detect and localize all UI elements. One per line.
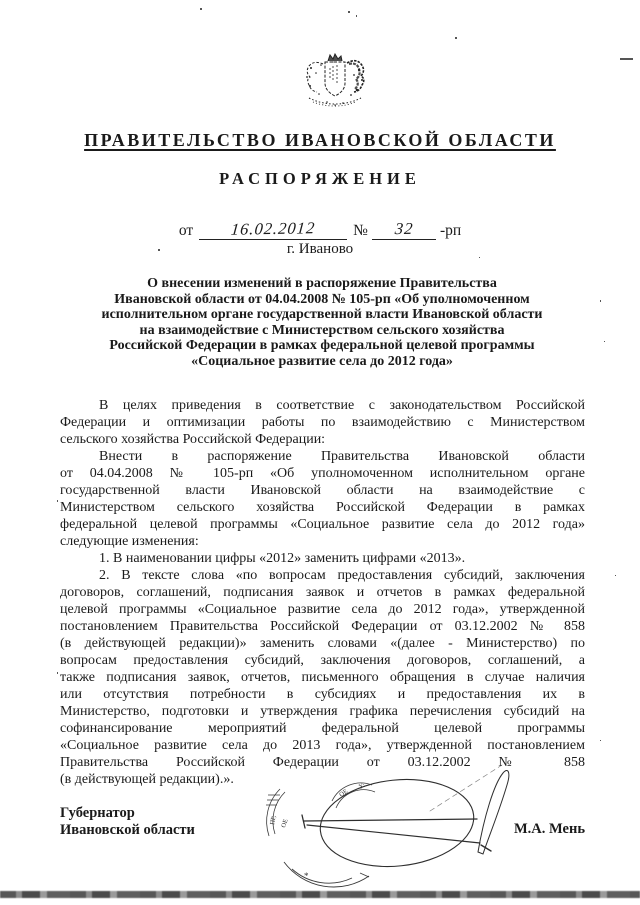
city-line: г. Иваново xyxy=(286,241,354,257)
signatory-position-line1: Губернатор xyxy=(60,805,135,821)
handwritten-date-value: 16.02.2012 xyxy=(230,218,317,239)
scan-speck xyxy=(615,575,616,576)
svg-text:ПР,: ПР, xyxy=(269,815,278,826)
body-line: федеральной целевой программы «Социальное развитие села до 2012 года» xyxy=(60,517,585,532)
body-line: (в действующей редакции)» заменить словами «(далее - Министерство) по xyxy=(60,636,585,651)
body-line: Министерство, подготовки и утверждения графика перечисления субсидий на xyxy=(60,704,585,719)
scan-speck xyxy=(620,58,633,60)
coat-of-arms-icon xyxy=(297,52,373,110)
stamp-fragment-bottom xyxy=(284,862,369,887)
svg-text:ОЕ: ОЕ xyxy=(280,818,290,829)
scan-speck xyxy=(348,11,350,13)
subject-line: исполнительном органе государственной власти Ивановской области xyxy=(101,307,543,323)
body-line: или отсутствия потребности в субсидиях и предоставления их в xyxy=(60,687,585,702)
subject-line: О внесении изменений в распоряжение Правительства xyxy=(147,276,497,291)
body-line: от 04.04.2008 № 105-рп «Об уполномоченном исполнительном органе xyxy=(60,466,585,481)
scan-speck xyxy=(200,8,202,10)
issuing-authority-title: ПРАВИТЕЛЬСТВО ИВАНОВСКОЙ ОБЛАСТИ xyxy=(84,130,556,150)
body-line: Правительства Российской Федерации от 03.12.2002 № 858 xyxy=(60,755,585,770)
number-sign-label: № xyxy=(353,222,368,239)
body-line: (в действующей редакции).». xyxy=(60,772,234,787)
document-subject-heading xyxy=(58,276,586,370)
body-line: договоров, соглашений, подписания заявок и отчетов в рамках федеральной xyxy=(60,585,585,600)
scan-speck xyxy=(356,15,357,17)
scan-speck xyxy=(479,257,480,258)
body-line: Министерством сельского хозяйства Российской Федерации в рамках xyxy=(60,500,585,515)
svg-text:*: * xyxy=(304,871,309,881)
signatory-name: М.А. Мень xyxy=(514,821,585,837)
scan-speck xyxy=(158,249,160,251)
subject-line: на взаимодействие с Министерством сельского хозяйства xyxy=(139,322,505,338)
body-line: сельского хозяйства Российской Федерации: xyxy=(60,432,326,447)
svg-text:ОЕ: ОЕ xyxy=(338,787,350,799)
document-type-title: РАСПОРЯЖЕНИЕ xyxy=(219,169,421,188)
body-line: государственной власти Ивановской области на взаимодействие с xyxy=(60,483,585,498)
scan-artifact-line xyxy=(0,891,640,898)
scan-speck xyxy=(604,341,605,342)
number-underline-field xyxy=(372,219,436,240)
body-line: софинансирование мероприятий федеральной целевой программы xyxy=(60,721,585,736)
body-line: следующие изменения: xyxy=(60,534,199,549)
subject-line: Ивановской области от 04.04.2008 № 105-рп «Об уполномоченном xyxy=(114,291,530,307)
stamp-fragment-left xyxy=(266,789,290,836)
subject-line: Российской Федерации в рамках федеральной целевой программы xyxy=(109,338,535,354)
date-from-label: от xyxy=(178,222,194,239)
number-suffix-label: -рп xyxy=(439,222,462,239)
body-line: также подписания заявок, отчетов, письменного обращения в случае наличия xyxy=(60,670,585,685)
document-body-text xyxy=(60,397,585,788)
body-line: 2. В тексте слова «по вопросам предоставления субсидий, заключения xyxy=(99,568,585,583)
body-line: 1. В наименовании цифры «2012» заменить цифрами «2013». xyxy=(99,551,466,566)
body-line: вопросам предоставления субсидий, заключения договоров, соглашений, а xyxy=(60,653,585,668)
body-line: Внести в распоряжение Правительства Ивановской области xyxy=(99,449,585,464)
body-line: постановлением Правительства Российской Федерации от 03.12.2002 № 858 xyxy=(60,619,585,634)
svg-text:У:: У: xyxy=(357,781,367,791)
scan-speck xyxy=(600,740,601,741)
handwritten-signature xyxy=(240,735,560,900)
date-number-line xyxy=(0,219,640,240)
date-underline-field xyxy=(199,219,347,240)
subject-line: «Социальное развитие села до 2012 года» xyxy=(191,353,453,369)
body-line: целевой программы «Социальное развитие села до 2012 года», утвержденной xyxy=(60,602,585,617)
scan-speck xyxy=(57,672,58,674)
body-line: В целях приведения в соответствие с законодательством Российской xyxy=(99,398,585,413)
scan-speck xyxy=(455,37,457,39)
body-line: «Социальное развитие села до 2013 года», утвержденной постановлением xyxy=(60,738,585,753)
scan-speck xyxy=(600,300,601,302)
signatory-position-line2: Ивановской области xyxy=(60,822,195,838)
scan-speck xyxy=(57,500,58,502)
stamp-fragment-top xyxy=(332,782,375,808)
handwritten-number-value: 32 xyxy=(393,218,415,239)
body-line: Федерации и оптимизации работы по взаимодействию с Министерством xyxy=(60,415,585,430)
